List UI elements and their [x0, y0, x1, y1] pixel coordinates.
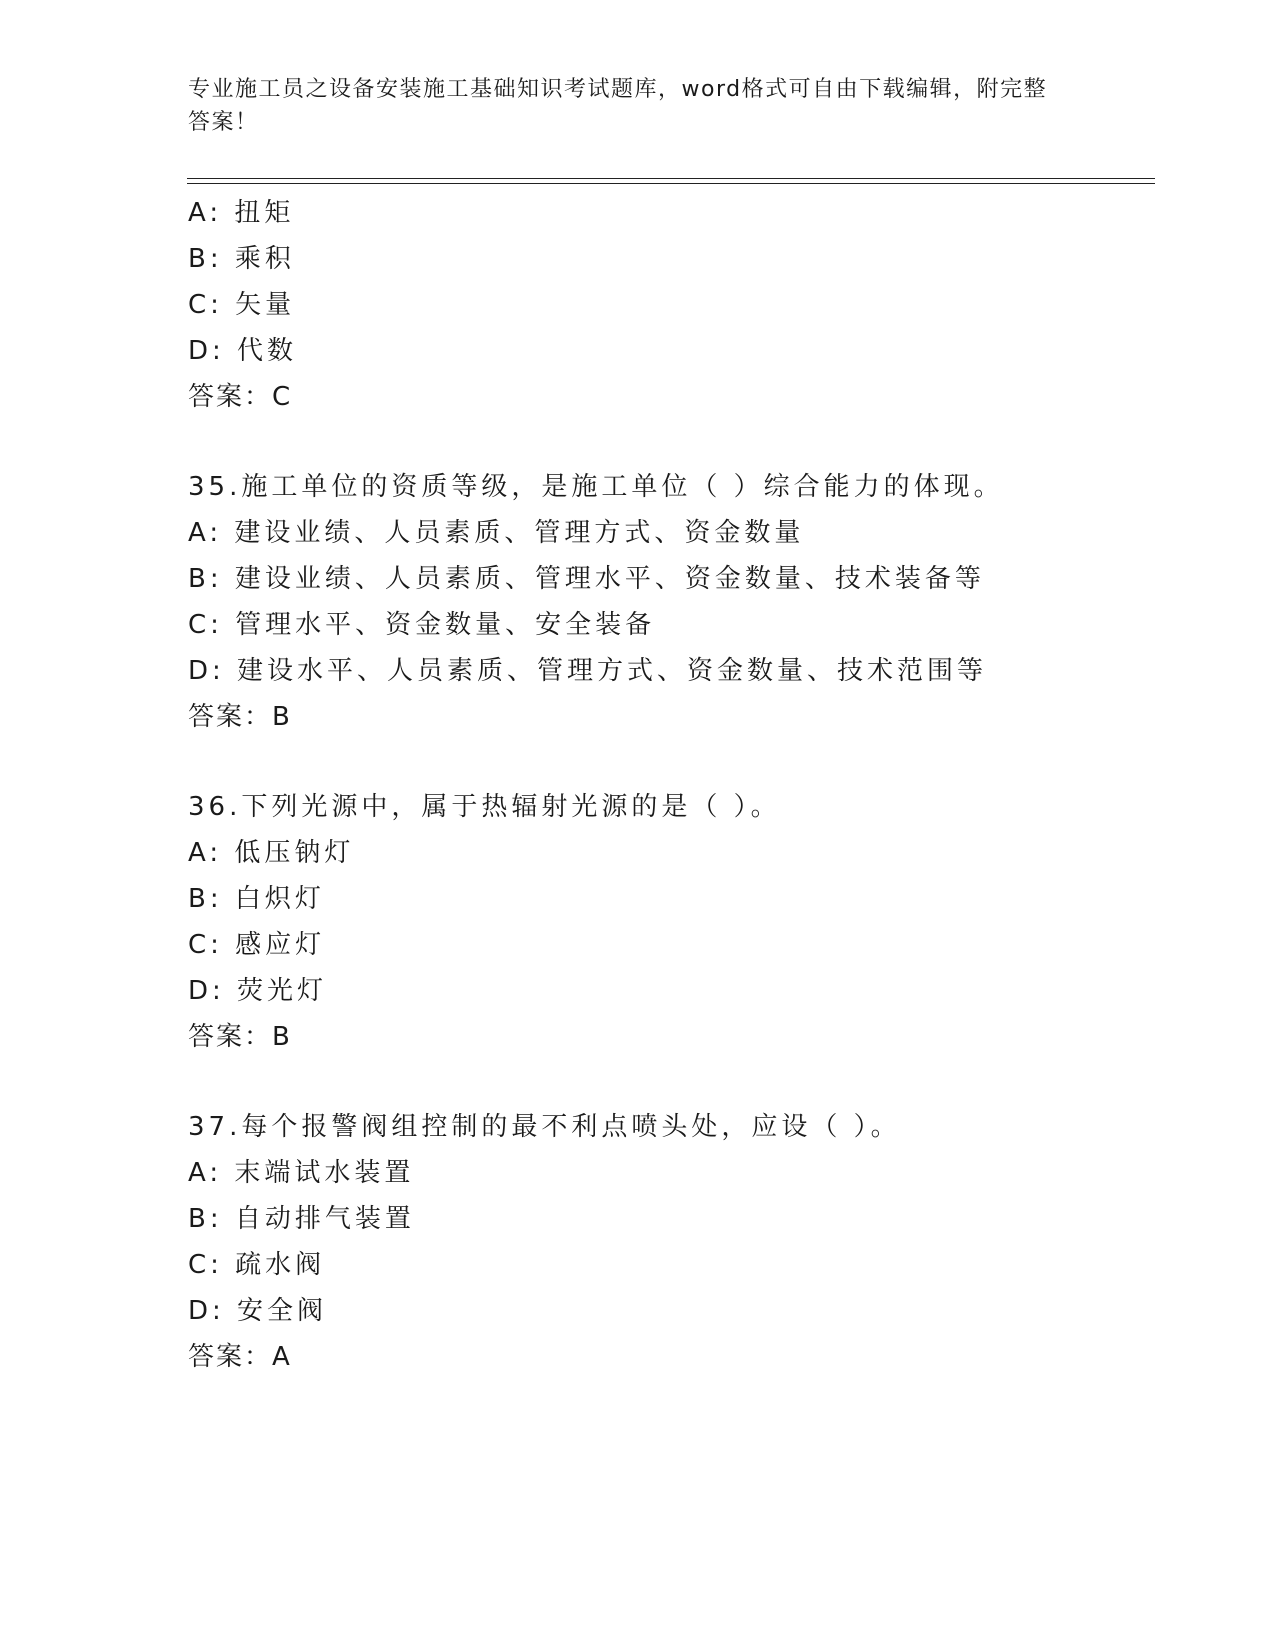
question-block-34	[188, 190, 1188, 420]
question-block-35	[188, 464, 1188, 740]
question-block-37	[188, 1104, 1188, 1380]
answer: 答案：A	[188, 1342, 292, 1372]
question-list	[188, 190, 1188, 1380]
answer: 答案：C	[188, 382, 293, 412]
option-d: D: 代数	[188, 336, 298, 366]
question-stem: 36.下列光源中，属于热辐射光源的是（ ）。	[188, 792, 781, 822]
option-b: B: 自动排气装置	[188, 1204, 415, 1234]
option-a: A: 低压钠灯	[188, 838, 355, 868]
page-header: 专业施工员之设备安装施工基础知识考试题库，word格式可自由下载编辑，附完整答案！	[188, 77, 1048, 135]
option-d: D: 荧光灯	[188, 976, 328, 1006]
option-b: B: 乘积	[188, 244, 295, 274]
header-divider-top	[187, 178, 1155, 179]
option-b: B: 白炽灯	[188, 884, 325, 914]
option-c: C: 疏水阀	[188, 1250, 326, 1280]
question-block-36	[188, 784, 1188, 1060]
option-d: D: 建设水平、人员素质、管理方式、资金数量、技术范围等	[188, 656, 988, 686]
header-divider-bottom	[187, 183, 1155, 184]
answer: 答案：B	[188, 702, 292, 732]
option-d: D: 安全阀	[188, 1296, 328, 1326]
question-stem: 37.每个报警阀组控制的最不利点喷头处，应设（ ）。	[188, 1112, 901, 1142]
option-b: B: 建设业绩、人员素质、管理水平、资金数量、技术装备等	[188, 564, 985, 594]
option-a: A: 建设业绩、人员素质、管理方式、资金数量	[188, 518, 805, 548]
option-c: C: 感应灯	[188, 930, 326, 960]
option-c: C: 矢量	[188, 290, 296, 320]
option-a: A: 末端试水装置	[188, 1158, 415, 1188]
answer: 答案：B	[188, 1022, 292, 1052]
option-c: C: 管理水平、资金数量、安全装备	[188, 610, 656, 640]
question-stem: 35.施工单位的资质等级，是施工单位（ ）综合能力的体现。	[188, 472, 1004, 502]
option-a: A: 扭矩	[188, 198, 295, 228]
